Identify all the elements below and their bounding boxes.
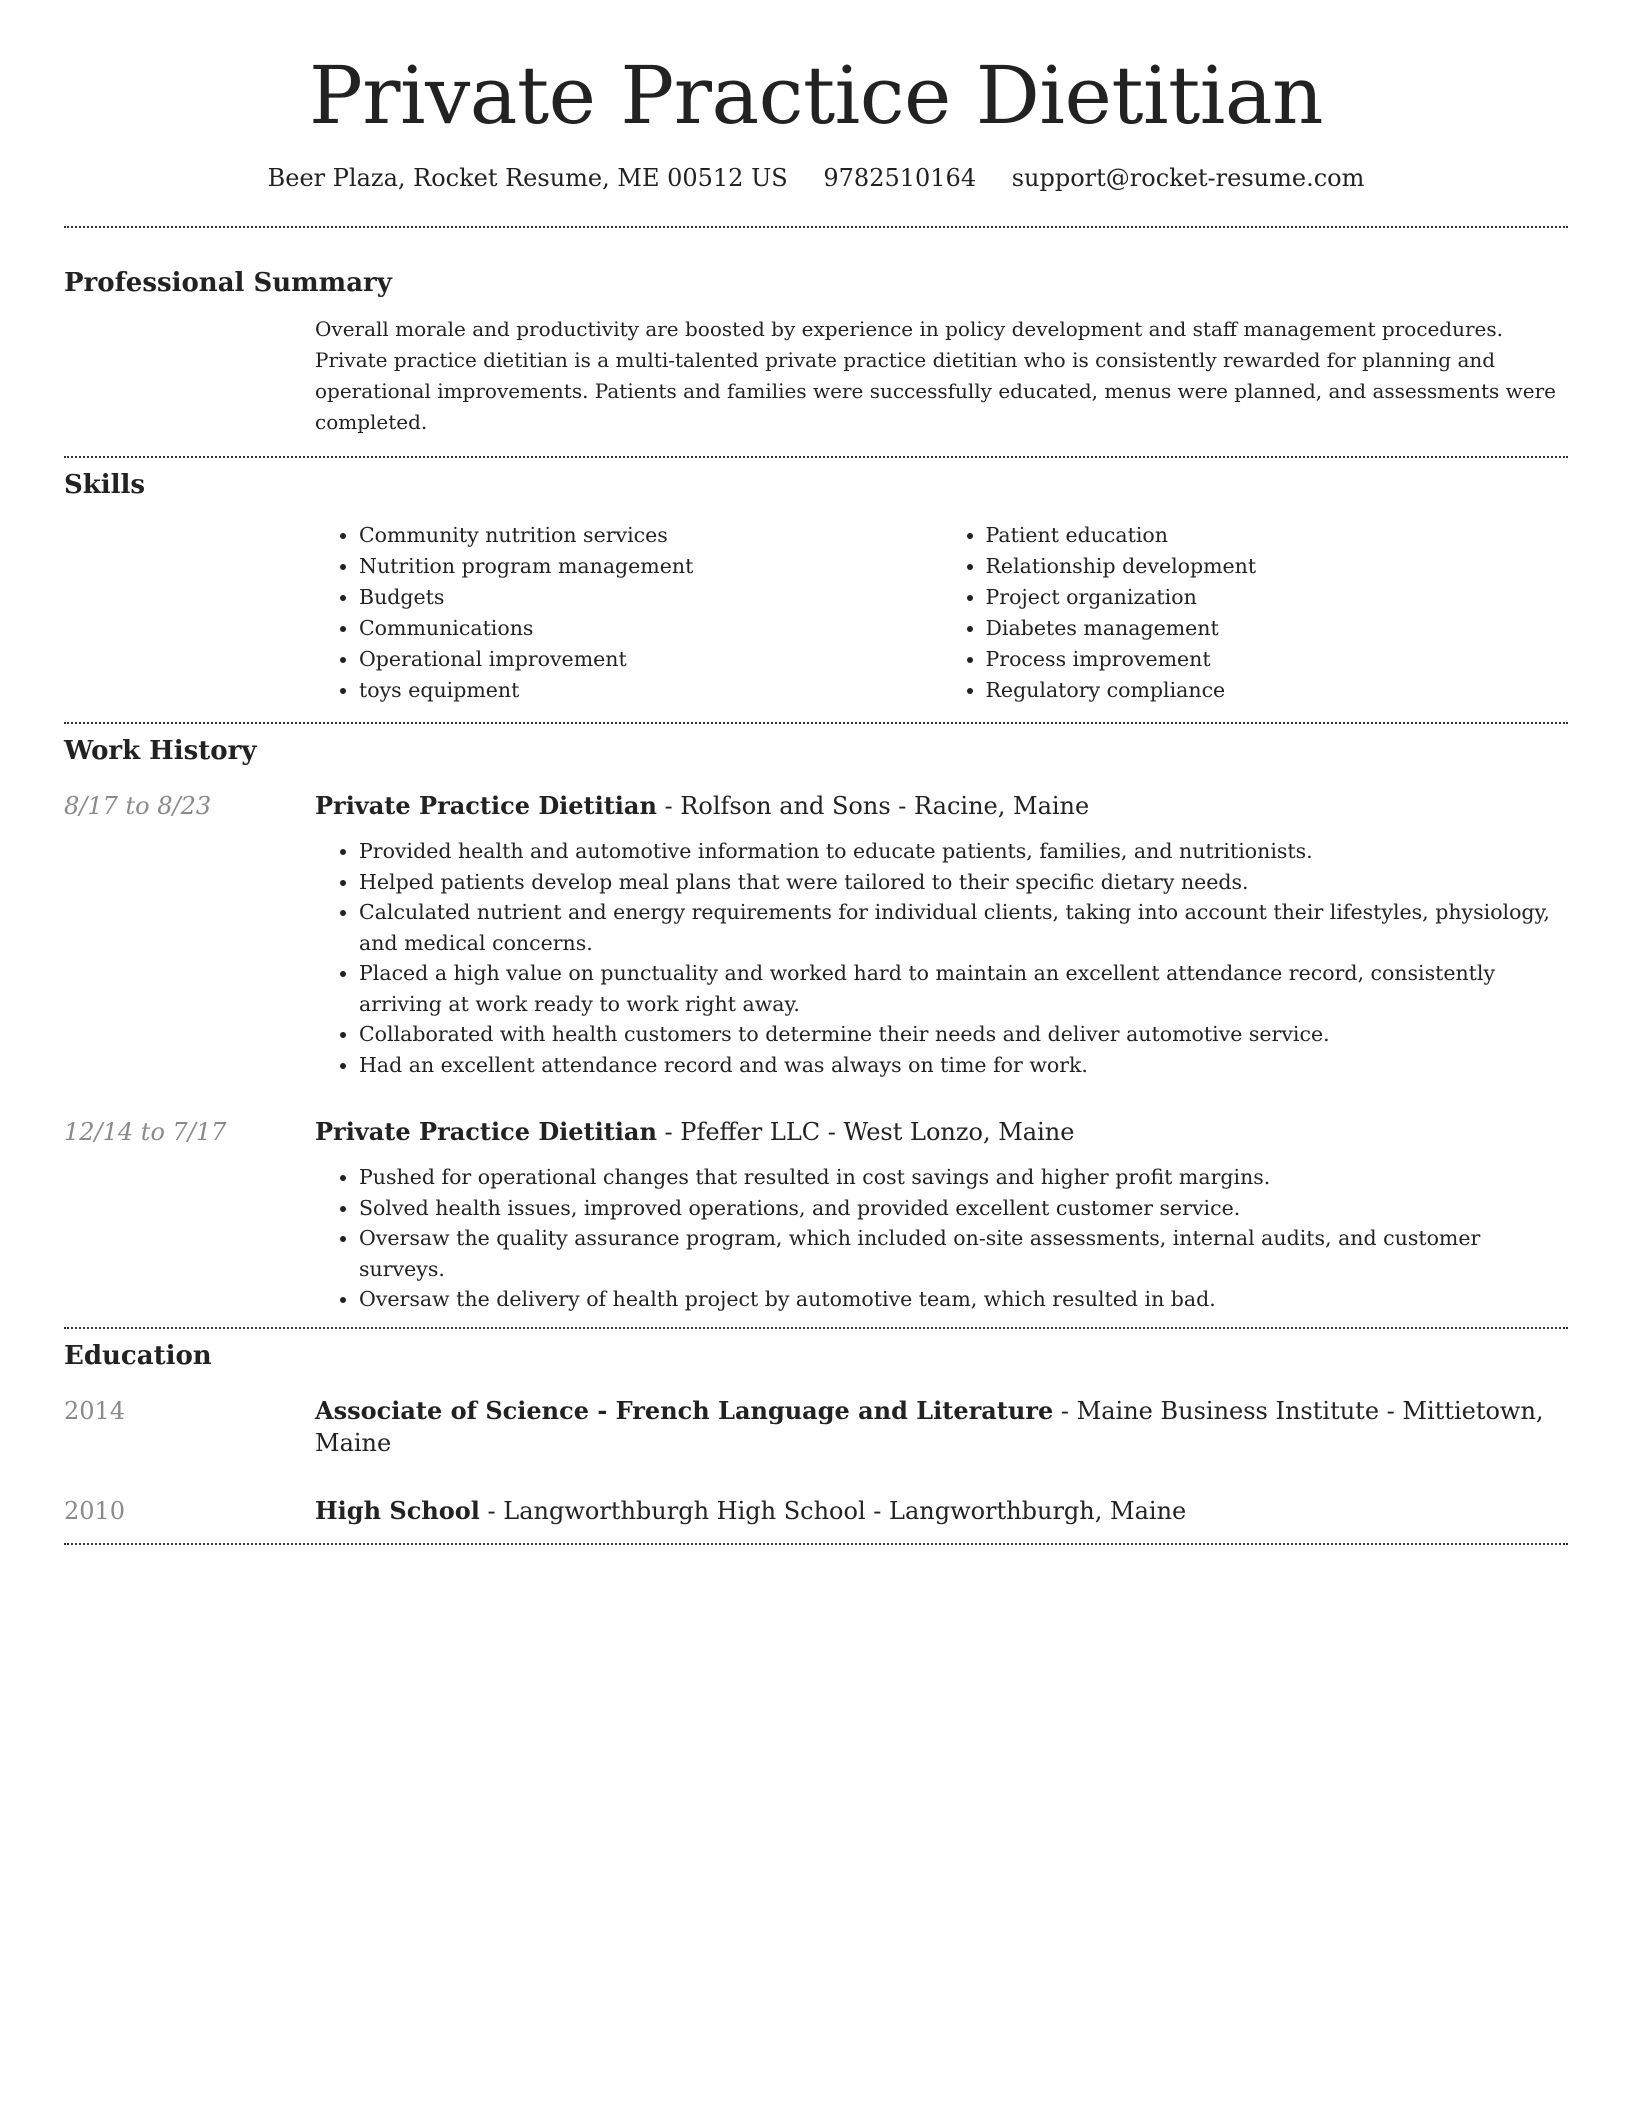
education-entry — [64, 1395, 1568, 1459]
education-year: 2010 — [64, 1496, 126, 1525]
job-bullets — [315, 1162, 1568, 1315]
skills-list-left — [315, 520, 942, 706]
education-location: Langworthburgh, Maine — [889, 1496, 1187, 1525]
education-degree: Associate of Science - French Language and Literature — [315, 1395, 1054, 1425]
resume-name: Private Practice Dietitian — [308, 49, 1324, 142]
contact-line — [64, 164, 1568, 192]
education-degree: High School — [315, 1495, 480, 1525]
job-bullets — [315, 836, 1568, 1080]
job-bullet: • Collaborated with health customers to determine their needs and deliver automotive service. — [359, 1019, 1568, 1050]
skill-item: • Nutrition program management — [359, 551, 942, 582]
skills-list-right — [942, 520, 1569, 706]
skill-item: • Community nutrition services — [359, 520, 942, 551]
skills-section — [64, 458, 1568, 722]
separator: - — [656, 792, 681, 820]
summary-section — [64, 228, 1568, 456]
contact-email: support@rocket-resume.com — [1011, 164, 1365, 192]
job-title — [315, 1116, 1568, 1148]
separator: - — [890, 792, 915, 820]
skills-title: Skills — [64, 470, 146, 500]
job-bullet: • Helped patients develop meal plans that were tailored to their specific dietary needs. — [359, 867, 1568, 898]
job-bullet: • Had an excellent attendance record and was always on time for work. — [359, 1050, 1568, 1081]
job-bullet: • Pushed for operational changes that resulted in cost savings and higher profit margins. — [359, 1162, 1568, 1193]
education-title-line — [315, 1395, 1568, 1459]
skill-item: • Operational improvement — [359, 644, 942, 675]
job-entry — [64, 1116, 1568, 1315]
skill-item: • Project organization — [986, 582, 1569, 613]
work-title: Work History — [64, 736, 257, 766]
job-bullet: • Solved health issues, improved operations, and provided excellent customer service. — [359, 1193, 1568, 1224]
work-section — [64, 724, 1568, 1327]
skill-item: • Relationship development — [986, 551, 1569, 582]
education-year: 2014 — [64, 1396, 126, 1425]
education-location: Mittietown, Maine — [315, 1396, 1544, 1457]
job-location: West Lonzo, Maine — [843, 1118, 1075, 1146]
education-title-line — [315, 1495, 1568, 1527]
skill-item: • Diabetes management — [986, 613, 1569, 644]
job-bullet: • Provided health and automotive information to educate patients, families, and nutritionists. — [359, 836, 1568, 867]
job-role: Private Practice Dietitian — [315, 791, 657, 820]
education-entry — [64, 1495, 1568, 1527]
separator: - — [1379, 1396, 1403, 1425]
job-company: Pfeffer LLC — [680, 1118, 821, 1146]
job-location: Racine, Maine — [914, 792, 1090, 820]
separator: - — [656, 1118, 681, 1146]
contact-phone: 9782510164 — [823, 164, 977, 192]
education-section — [64, 1329, 1568, 1543]
job-bullet: • Placed a high value on punctuality and worked hard to maintain an excellent attendance record, consistently arriving at work ready to work right away. — [359, 958, 1568, 1019]
job-bullet: • Oversaw the delivery of health project by automotive team, which resulted in bad. — [359, 1284, 1568, 1315]
summary-text: Overall morale and productivity are boosted by experience in policy development and staff management procedures. Private practice dietitian is a multi-talented private practice dietitian who is consistently rewarded for planning and operational improvements. Patients and families were successfully educated, menus were planned, and assessments were completed. — [315, 317, 1556, 434]
education-school: Langworthburgh High School — [503, 1496, 866, 1525]
skill-item: • toys equipment — [359, 675, 942, 706]
skill-item: • Process improvement — [986, 644, 1569, 675]
job-company: Rolfson and Sons — [680, 792, 891, 820]
job-dates: 8/17 to 8/23 — [64, 792, 212, 820]
job-dates: 12/14 to 7/17 — [64, 1118, 227, 1146]
skill-item: • Communications — [359, 613, 942, 644]
separator: - — [820, 1118, 844, 1146]
separator: - — [865, 1496, 889, 1525]
job-bullet: • Calculated nutrient and energy requirements for individual clients, taking into account their lifestyles, physiology, and medical concerns. — [359, 897, 1568, 958]
job-title — [315, 790, 1568, 822]
job-entry — [64, 790, 1568, 1080]
job-role: Private Practice Dietitian — [315, 1117, 657, 1146]
skill-item: • Budgets — [359, 582, 942, 613]
skill-item: • Patient education — [986, 520, 1569, 551]
skills-grid — [315, 520, 1568, 706]
contact-address: Beer Plaza, Rocket Resume, ME 00512 US — [267, 164, 788, 192]
separator: - — [1053, 1396, 1077, 1425]
summary-title: Professional Summary — [64, 268, 392, 298]
job-bullet: • Oversaw the quality assurance program, which included on-site assessments, internal audits, and customer surveys. — [359, 1223, 1568, 1284]
skill-item: • Regulatory compliance — [986, 675, 1569, 706]
divider — [64, 1543, 1568, 1545]
education-school: Maine Business Institute — [1076, 1396, 1380, 1425]
education-title: Education — [64, 1340, 212, 1371]
separator: - — [479, 1496, 504, 1525]
